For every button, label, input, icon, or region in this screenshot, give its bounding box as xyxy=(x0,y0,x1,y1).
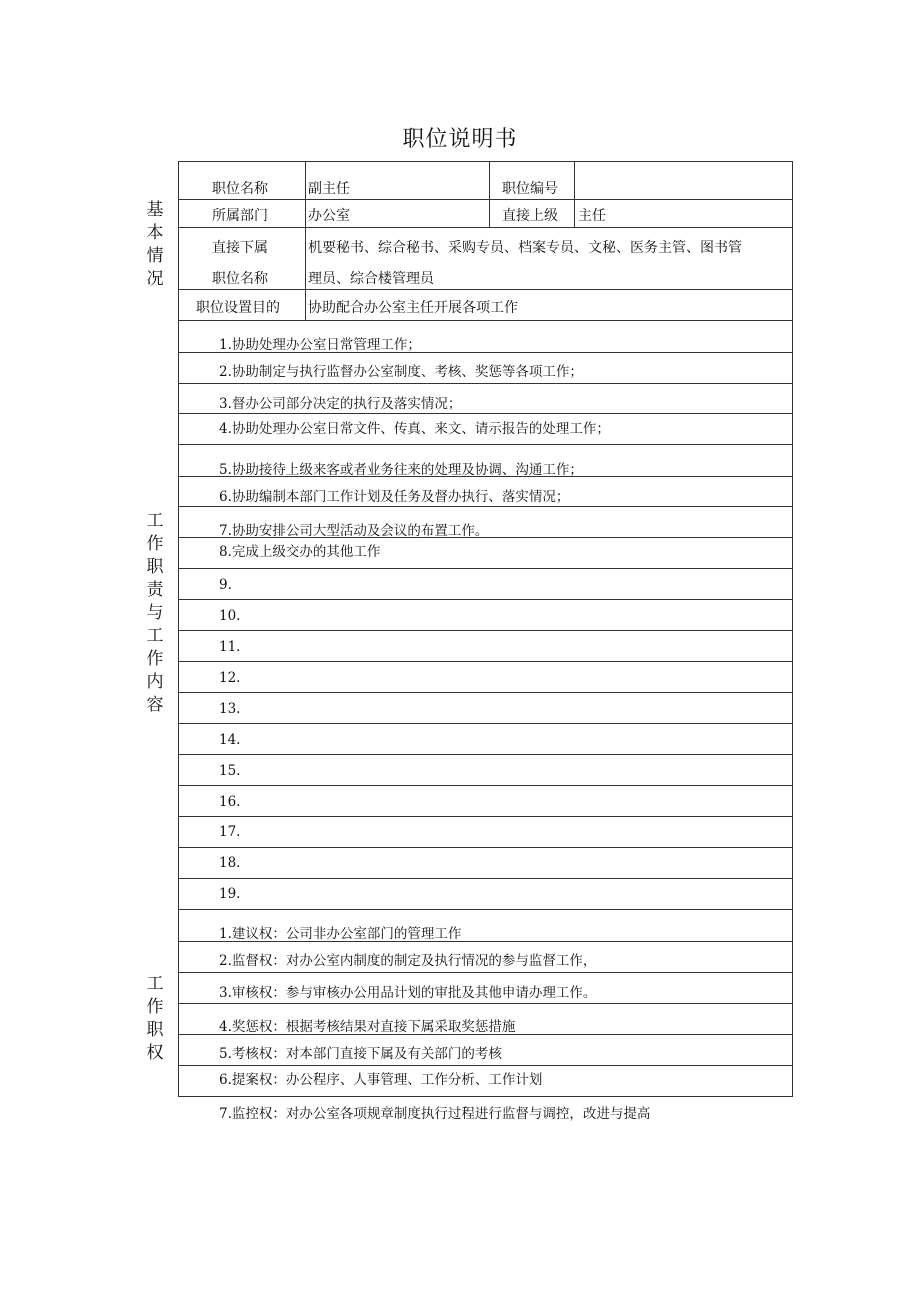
duty-item: 8.完成上级交办的其他工作 xyxy=(219,544,381,560)
authority-item: 5.考核权：对本部门直接下属及有关部门的考核 xyxy=(219,1046,502,1062)
purpose-label: 职位设置目的 xyxy=(196,300,280,316)
duty-item: 10. xyxy=(219,608,241,624)
department-label: 所属部门 xyxy=(212,208,268,224)
duty-item: 4.协助处理办公室日常文件、传真、来文、请示报告的处理工作； xyxy=(219,421,610,437)
duty-item: 5.协助接待上级来客或者业务往来的处理及协调、沟通工作； xyxy=(219,462,583,478)
subordinates-label-line2: 职位名称 xyxy=(212,271,268,287)
authority-item: 2.监督权：对办公室内制度的制定及执行情况的参与监督工作， xyxy=(219,953,597,969)
section-label-duties: 工作职责与工作内容 xyxy=(146,511,164,715)
authority-item: 7.监控权：对办公室各项规章制度执行过程进行监督与调控，改进与提高 xyxy=(219,1106,651,1122)
section-label-basic: 基本情况 xyxy=(146,200,164,289)
duty-item: 16. xyxy=(219,794,241,810)
purpose-value: 协助配合办公室主任开展各项工作 xyxy=(308,300,518,316)
duty-item: 12. xyxy=(219,670,241,686)
position-name-value: 副主任 xyxy=(308,181,350,197)
authority-item: 4.奖惩权：根据考核结果对直接下属采取奖惩措施 xyxy=(219,1019,516,1035)
duty-item: 13. xyxy=(219,701,241,717)
authority-item: 6.提案权：办公程序、人事管理、工作分析、工作计划 xyxy=(219,1072,543,1088)
duty-item: 17. xyxy=(219,824,241,840)
superior-value: 主任 xyxy=(578,208,606,224)
duty-item: 1.协助处理办公室日常管理工作； xyxy=(219,337,421,353)
duty-item: 6.协助编制本部门工作计划及任务及督办执行、落实情况； xyxy=(219,489,570,505)
duty-item: 2.协助制定与执行监督办公室制度、考核、奖惩等各项工作； xyxy=(219,364,583,380)
duty-item: 11. xyxy=(219,639,241,655)
document-title: 职位说明书 xyxy=(402,127,518,152)
subordinates-value-line2: 理员、综合楼管理员 xyxy=(308,271,434,287)
duty-item: 15. xyxy=(219,763,241,779)
subordinates-label-line1: 直接下属 xyxy=(212,240,268,256)
department-value: 办公室 xyxy=(308,208,350,224)
subordinates-value-line1: 机要秘书、综合秘书、采购专员、档案专员、文秘、医务主管、图书管 xyxy=(308,240,742,256)
duty-item: 18. xyxy=(219,855,241,871)
duty-item: 19. xyxy=(219,886,241,902)
duty-item: 3.督办公司部分决定的执行及落实情况； xyxy=(219,396,462,412)
duty-item: 9. xyxy=(219,577,232,593)
position-name-label: 职位名称 xyxy=(212,181,268,197)
position-no-label: 职位编号 xyxy=(502,181,558,197)
section-label-authority: 工作职权 xyxy=(146,974,164,1063)
authority-item: 1.建议权：公司非办公室部门的管理工作 xyxy=(219,926,462,942)
superior-label: 直接上级 xyxy=(502,208,558,224)
authority-item: 3.审核权：参与审核办公用品计划的审批及其他申请办理工作。 xyxy=(219,985,597,1001)
duty-item: 14. xyxy=(219,732,241,748)
duty-item: 7.协助安排公司大型活动及会议的布置工作。 xyxy=(219,523,489,539)
